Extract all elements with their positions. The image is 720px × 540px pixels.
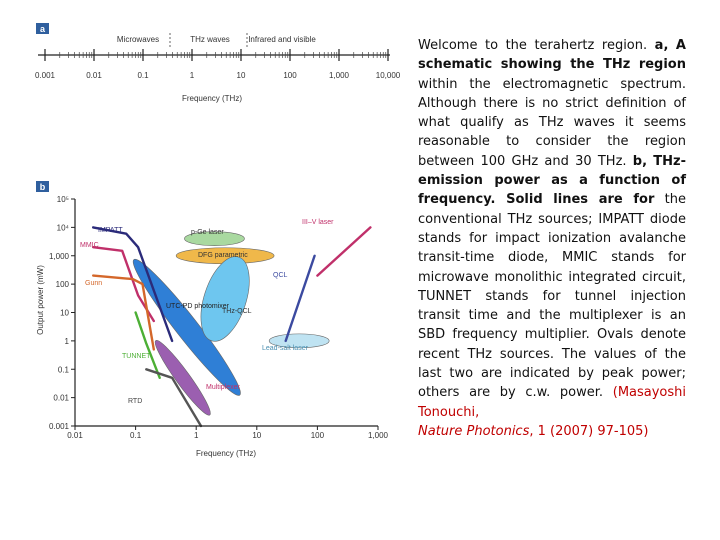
mmic-label: MMIC xyxy=(80,242,99,249)
iiiv-label: III–V laser xyxy=(302,219,334,226)
iiiv-line xyxy=(317,227,370,275)
multiplexer-label: Multiplexer xyxy=(206,384,240,391)
panel-b-x-tick-label: 0.01 xyxy=(67,431,83,440)
utcpd-label-line: UTC-PD photomixer xyxy=(166,303,230,310)
panel-b-y-tick-label: 0.001 xyxy=(48,422,69,431)
panel-a-tick-label: 0.001 xyxy=(34,71,56,80)
figure-svg xyxy=(0,0,400,480)
caption-b-label: b, xyxy=(632,153,648,169)
caption-a-label: a, xyxy=(654,38,669,53)
panel-b-y-tick-label: 0.1 xyxy=(57,365,69,375)
panel-b-ylabel: Output power (mW) xyxy=(36,265,45,335)
panel-b-y-tick-label: 10 xyxy=(60,308,69,318)
panel-b-y-tick-label: 0.01 xyxy=(53,393,69,403)
panel-b-y-tick-label: 100 xyxy=(55,280,69,290)
panel-b-x-tick-label: 1 xyxy=(193,431,199,440)
panel-b-xlabel: Frequency (THz) xyxy=(195,449,257,458)
utcpd-label xyxy=(166,303,230,310)
caption-a-bold: A schematic showing the THz region xyxy=(418,38,686,73)
panel-a-tick-label: 10,000 xyxy=(375,71,400,80)
rtd-label: RTD xyxy=(128,398,143,405)
thzqcl-label: THz-QCL xyxy=(222,308,252,315)
panel-b-x-tick-label: 100 xyxy=(310,431,325,440)
qcl-label: QCL xyxy=(273,272,288,279)
dfg-label: DFG parametric xyxy=(198,252,248,259)
panel-b-y-tick-label: 1 xyxy=(64,336,69,346)
citation-post: , 1 (2007) 97-105) xyxy=(529,423,649,439)
panel-b-x-tick-label: 10 xyxy=(252,431,262,440)
caption-b-bold: THz-emission power as a function of frequency. Solid lines are for xyxy=(418,153,686,208)
panel-a-tick-label: 10 xyxy=(236,71,246,80)
caption-intro: Welcome to the terahertz region. xyxy=(418,38,648,53)
panel-a-tick-label: 1 xyxy=(189,71,195,80)
citation-pre: (Masayoshi Tonouchi, xyxy=(418,385,687,420)
qcl-line xyxy=(286,256,315,341)
panel-a-xlabel: Frequency (THz) xyxy=(181,94,243,103)
panel-b-x-tick-label: 1,000 xyxy=(367,431,389,440)
panel-b-y-tick-label: 1,000 xyxy=(48,251,69,261)
impatt-label: IMPATT xyxy=(98,227,123,234)
panel-a-tick-label: 0.01 xyxy=(86,71,102,80)
panel-a-ticks xyxy=(35,49,400,80)
pge-label: p-Ge laser xyxy=(191,229,224,236)
tunnet-label: TUNNET xyxy=(122,353,151,360)
panel-b-ovals xyxy=(125,232,329,419)
band-thz: THz waves xyxy=(190,35,230,44)
panel-a-tick-label: 100 xyxy=(283,71,297,80)
band-microwaves: Microwaves xyxy=(116,35,160,44)
citation-journal: Nature Photonics xyxy=(418,423,530,439)
panel-b-y-tick-label: 10⁴ xyxy=(56,223,69,233)
panel-b-y-tick-label: 10⁵ xyxy=(56,195,69,204)
panel-b-x-tick-label: 0.1 xyxy=(130,431,142,440)
caption-a-rest: within the electromagnetic spectrum. Although there is no strict definition of what qualify as THz waves it seems reasonable to consider the region between 100 GHz and 30 THz. xyxy=(418,76,686,169)
panel-a-tick-label: 0.1 xyxy=(137,71,149,80)
figure xyxy=(0,0,400,480)
caption-b-rest: the conventional THz sources; IMPATT diode stands for impact ionization avalanche transit-time diode, MMIC stands for microwave monolithic integrated circuit, TUNNET stands for tunnel injection transit time and the multiplexer is an SBD frequency multiplier. Ovals denote recent THz sources. The values of the last two are indicated by peak power; others are by c.w. power. xyxy=(418,192,686,401)
gunn-label: Gunn xyxy=(85,280,103,287)
panel-a-tick-label: 1,000 xyxy=(328,71,350,80)
panel-b-label: b xyxy=(39,182,46,192)
band-infrared: Infrared and visible xyxy=(248,35,316,44)
leadsalt-label: Lead-salt laser xyxy=(262,345,308,352)
panel-a-label: a xyxy=(39,24,46,34)
caption xyxy=(418,36,686,441)
